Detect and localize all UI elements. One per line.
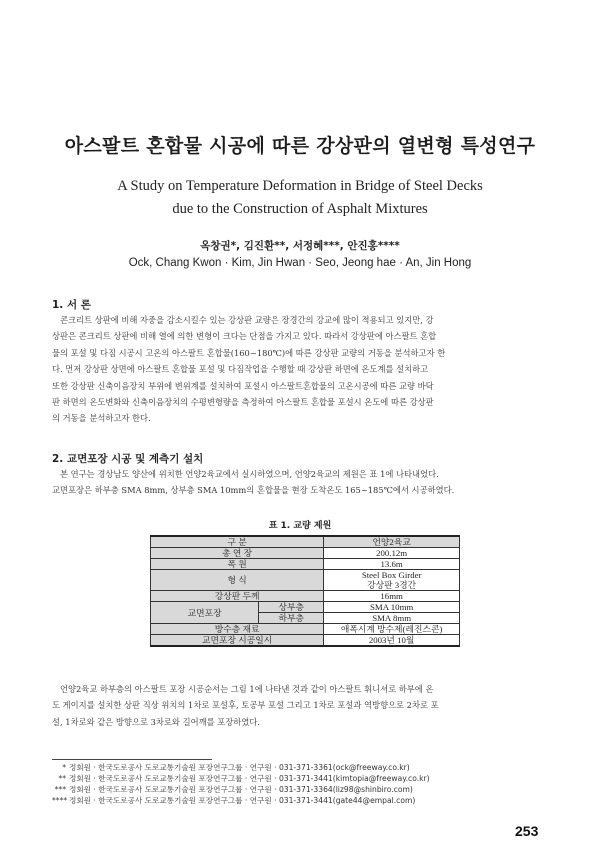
footnote-text: 정회원 · 한국도로공사 도로교통기술원 포장연구그룹 · 연구원 · 031-371-3361(ock@freeway.co.kr): [69, 763, 410, 772]
footnote: [52, 762, 552, 773]
paragraph-line: 언양2육교 하부층의 아스팔트 포장 시공순서는 그림 1에 나타낸 것과 같이 아스팔트 휘니셔로 하부에 온: [60, 684, 434, 694]
footnote: [52, 773, 552, 784]
construction-paragraph: [52, 681, 552, 730]
table-header-cell: 언양2육교: [324, 536, 460, 548]
paragraph-line: 의 거동을 분석하고자 한다.: [52, 413, 151, 424]
paragraph-line: 설, 1차로와 같은 방향으로 3차로와 길어깨를 포장하였다.: [52, 716, 260, 727]
table-label-cell: 형 식: [151, 570, 324, 591]
paper-title-english-line-2: due to the Construction of Asphalt Mixtures: [172, 201, 428, 217]
table-label-cell: 강상판 두께: [151, 591, 324, 602]
table-label-cell: 방수층 재료: [151, 624, 324, 635]
table-sublabel-cell: 하부층: [259, 613, 324, 624]
table-value-cell: Steel Box Girder: [324, 570, 460, 581]
authors-korean: 옥창권*, 김진환**, 서정혜***, 안진홍****: [200, 240, 400, 252]
footnote-text: 정회원 · 한국도로공사 도로교통기술원 포장연구그룹 · 연구원 · 031-371-3441(gate44@empal.com): [69, 796, 416, 805]
footnote-text: 정회원 · 한국도로공사 도로교통기술원 포장연구그룹 · 연구원 · 031-371-3364(liz98@shinbiro.com): [69, 785, 413, 794]
table-row: [151, 602, 460, 613]
section-heading-pavement: 2. 교면포장 시공 및 계측기 설치: [52, 453, 204, 465]
paper-title-korean: 아스팔트 혼합물 시공에 따른 강상판의 열변형 특성연구: [64, 135, 536, 157]
footnote-mark: *: [62, 763, 66, 772]
paragraph-line: 도 게이지를 설치한 상판 직상 위치의 1차로 포설후, 토공부 포설 그리고 1차로 포설과 역방향으로 2차로 포: [52, 700, 439, 711]
paragraph-line: 다. 먼저 강상판 상면에 아스팔트 혼합물 포설 및 다짐작업을 수행할 때 강상판 하면에 온도계를 설치하고: [52, 364, 429, 375]
paragraph-line: 본 연구는 경상남도 양산에 위치한 언양2육교에서 실시하였으며, 언양2육교의 제원은 표 1에 나타내었다.: [60, 469, 439, 479]
page-number: 253: [515, 823, 539, 839]
footnote-text: 정회원 · 한국도로공사 도로교통기술원 포장연구그룹 · 연구원 · 031-371-3441(kimtopia@freeway.co.kr): [69, 774, 430, 783]
table-value-cell: 200.12m: [324, 548, 460, 559]
table-value-cell: 애폭시계 방수제(레진스콘): [324, 624, 460, 635]
table-label-cell: 교면포장 시공일시: [151, 635, 324, 647]
table-value-cell: 강상판 3경간: [324, 580, 460, 591]
footnote-mark: **: [58, 774, 66, 783]
table-label-cell: 폭 원: [151, 559, 324, 570]
introduction-paragraph: [52, 312, 552, 427]
table-sublabel-cell: 상부층: [259, 602, 324, 613]
footnote-mark: ****: [52, 796, 68, 805]
table-header-row: [151, 536, 460, 548]
paragraph-line: 상판은 콘크리트 상판에 비해 열에 의한 변형이 크다는 단점을 가지고 있다. 따라서 강상판에 아스팔트 혼합: [52, 331, 437, 342]
table-row: [151, 559, 460, 570]
footnote-divider: [52, 759, 212, 760]
paragraph-line: 또한 강상판 신축이음장치 부위에 변위계를 설치하여 포설시 아스팔트혼합물의 고온시공에 따른 교량 바닥: [52, 380, 434, 391]
table-value-cell: SMA 10mm: [324, 602, 460, 613]
table-label-cell: 총 연 장: [151, 548, 324, 559]
section-heading-introduction: 1. 서 론: [52, 299, 91, 311]
table-row: [151, 635, 460, 647]
footnote: [52, 795, 552, 806]
paragraph-line: 물의 포설 및 다짐 시공시 고온의 아스팔트 혼합물(160~180℃)에 따른 강상판 교량의 거동을 분석하고자 한: [52, 347, 446, 358]
table-value-cell: 13.6m: [324, 559, 460, 570]
table-value-cell: 16mm: [324, 591, 460, 602]
paragraph-line: 콘크리트 상판에 비해 자중을 감소시킬수 있는 강상판 교량은 장경간의 강교에 많이 적용되고 있지만, 강: [60, 315, 434, 325]
table-value-cell: SMA 8mm: [324, 613, 460, 624]
paragraph-line: 판 하면의 온도변화와 신축이음장치의 수평변형량을 측정하여 아스팔트 혼합물 포설시 온도에 따른 강상판: [52, 397, 434, 408]
authors-english: Ock, Chang Kwon · Kim, Jin Hwan · Seo, Jeong hae · An, Jin Hong: [128, 257, 472, 269]
paper-title-english-line-1: A Study on Temperature Deformation in Bridge of Steel Decks: [117, 178, 483, 194]
table-row: [151, 570, 460, 581]
table-caption: 표 1. 교량 제원: [268, 521, 332, 531]
table-row: [151, 591, 460, 602]
footnote: [52, 784, 552, 795]
table-label-cell: 교면포장: [151, 602, 259, 624]
footnote-mark: ***: [54, 785, 66, 794]
pavement-paragraph: [52, 466, 552, 499]
table-row: [151, 624, 460, 635]
table-row: [151, 548, 460, 559]
table-value-cell: 2003년 10월: [324, 635, 460, 647]
bridge-spec-table: [150, 535, 460, 647]
table-header-cell: 구 분: [151, 536, 324, 548]
paragraph-line: 교면포장은 하부층 SMA 8mm, 상부층 SMA 10mm의 혼합물을 현장 도착온도 165~185℃에서 시공하였다.: [52, 485, 455, 496]
